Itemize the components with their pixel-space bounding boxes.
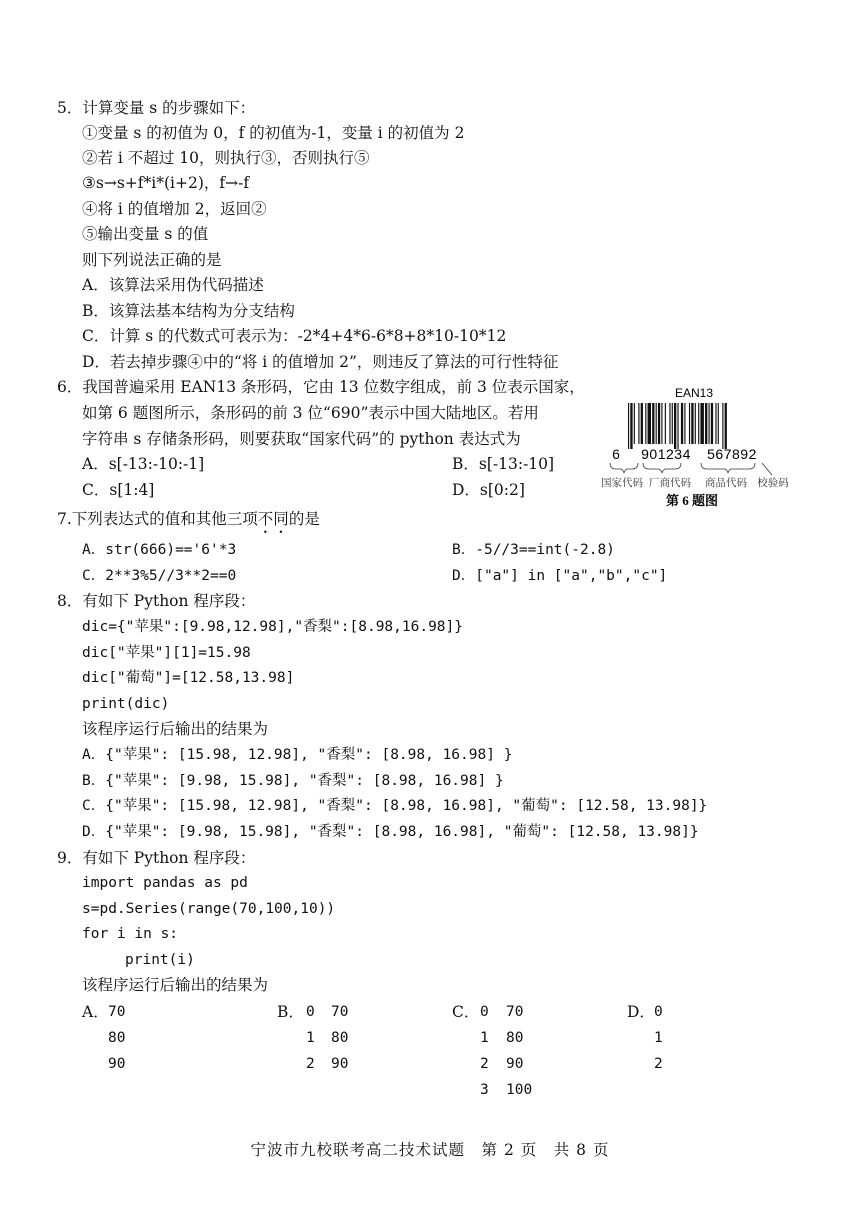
q9-option-b-value: 70 xyxy=(331,1004,349,1020)
barcode-digit-first: 6 xyxy=(612,446,620,462)
q9-stem: 9．有如下 Python 程序段： xyxy=(57,849,256,867)
q6-option-d: D．s[0:2] xyxy=(452,481,525,499)
q9-option-c-value: 80 xyxy=(506,1030,524,1046)
q6-option-a: A．s[-13:-10:-1] xyxy=(82,455,205,473)
barcode-bars xyxy=(628,403,727,449)
q7-option-d: D．["a"] in ["a","b","c"] xyxy=(452,568,668,584)
q5-step-1: ①变量 s 的初值为 0，f 的初值为-1，变量 i 的初值为 2 xyxy=(82,124,465,142)
q9-code-line-4: print(i) xyxy=(125,952,195,968)
q9-code-line-2: s=pd.Series(range(70,100,10)) xyxy=(82,901,336,917)
q6-option-c: C．s[1:4] xyxy=(82,481,155,499)
q8-code-line-1: dic={"苹果":[9.98,12.98],"香梨":[8.98,16.98]} xyxy=(82,619,463,635)
q8-code-line-3: dic["葡萄"]=[12.58,13.98] xyxy=(82,670,295,686)
q9-option-b-index: 2 xyxy=(306,1056,315,1072)
q9-option-c-index: 0 xyxy=(480,1004,489,1020)
barcode-label-product: 商品代码 xyxy=(705,477,747,489)
barcode-digits-group1: 901234 xyxy=(641,446,691,462)
q9-option-d-value: 1 xyxy=(654,1030,663,1046)
q7-emphasis: 不同 xyxy=(257,510,289,528)
q9-option-c-label: C． xyxy=(452,1003,480,1021)
q9-option-c-index: 1 xyxy=(480,1030,489,1046)
q5-option-d: D．若去掉步骤④中的“将 i 的值增加 2”，则违反了算法的可行性特征 xyxy=(82,353,559,371)
q9-option-b-value: 90 xyxy=(331,1056,349,1072)
q5-step-3: ③s→s+f*i*(i+2)，f→-f xyxy=(82,174,250,192)
barcode-label-manufacturer: 厂商代码 xyxy=(649,477,691,489)
page-footer: 宁波市九校联考高二技术试题 第 2 页 共 8 页 xyxy=(250,1141,610,1159)
q9-option-d-value: 0 xyxy=(654,1004,663,1020)
q8-option-b: B．{"苹果": [9.98, 15.98], "香梨": [8.98, 16.98] } xyxy=(82,773,504,789)
q9-option-b-index: 1 xyxy=(306,1030,315,1046)
q8-code-line-4: print(dic) xyxy=(82,696,170,712)
barcode-braces xyxy=(610,463,772,475)
q6-line-2: 如第 6 题图所示，条形码的前 3 位“690”表示中国大陆地区。若用 xyxy=(82,404,539,422)
q5-step-5: ⑤输出变量 s 的值 xyxy=(82,225,209,243)
barcode-label-country: 国家代码 xyxy=(601,477,643,489)
barcode-figure xyxy=(598,383,798,511)
barcode-caption: 第 6 题图 xyxy=(665,493,719,508)
q9-code-line-1: import pandas as pd xyxy=(82,875,248,891)
barcode-label-check: 校验码 xyxy=(757,477,789,489)
q7-option-a: A．str(666)=='6'*3 xyxy=(82,542,237,558)
q5-prompt: 则下列说法正确的是 xyxy=(82,251,222,269)
q9-option-c-index: 3 xyxy=(480,1082,489,1098)
q8-option-c: C．{"苹果": [15.98, 12.98], "香梨": [8.98, 16.98], "葡萄": [12.58, 13.98]} xyxy=(82,798,708,814)
q9-code-line-3: for i in s: xyxy=(82,926,179,942)
q5-step-4: ④将 i 的值增加 2，返回② xyxy=(82,200,267,218)
q8-stem: 8．有如下 Python 程序段： xyxy=(57,592,256,610)
q8-option-a: A．{"苹果": [15.98, 12.98], "香梨": [8.98, 16.98] } xyxy=(82,747,513,763)
q9-option-b-index: 0 xyxy=(306,1004,315,1020)
q7-stem: 7.下列表达式的值和其他三项不同的是 xyxy=(57,510,320,528)
q5-option-c: C．计算 s 的代数式可表示为：-2*4+4*6-6*8+8*10-10*12 xyxy=(82,327,507,345)
q9-option-a-value: 90 xyxy=(108,1056,126,1072)
q5-option-a: A．该算法采用伪代码描述 xyxy=(82,276,264,294)
q8-code-line-2: dic["苹果"][1]=15.98 xyxy=(82,645,251,661)
q9-option-a-value: 70 xyxy=(108,1004,126,1020)
q9-option-a-label: A． xyxy=(82,1003,109,1021)
barcode-title: EAN13 xyxy=(674,386,714,400)
q5-stem: 5．计算变量 s 的步骤如下： xyxy=(57,99,256,117)
q5-option-b: B．该算法基本结构为分支结构 xyxy=(82,302,295,320)
q9-option-c-index: 2 xyxy=(480,1056,489,1072)
q6-option-b: B．s[-13:-10] xyxy=(452,455,555,473)
q9-prompt: 该程序运行后输出的结果为 xyxy=(82,976,269,994)
q9-option-d-label: D． xyxy=(627,1003,655,1021)
q7-option-c: C．2**3%5//3**2==0 xyxy=(82,568,237,584)
q6-line-1: 6．我国普遍采用 EAN13 条形码，它由 13 位数字组成，前 3 位表示国家， xyxy=(57,378,585,396)
q9-option-d-value: 2 xyxy=(654,1056,663,1072)
q9-option-b-label: B． xyxy=(277,1003,304,1021)
q9-option-a-value: 80 xyxy=(108,1030,126,1046)
q8-prompt: 该程序运行后输出的结果为 xyxy=(82,720,269,738)
q9-option-b-value: 80 xyxy=(331,1030,349,1046)
q8-option-d: D．{"苹果": [9.98, 15.98], "香梨": [8.98, 16.98], "葡萄": [12.58, 13.98]} xyxy=(82,824,699,840)
q9-option-c-value: 70 xyxy=(506,1004,524,1020)
q9-option-c-value: 90 xyxy=(506,1056,524,1072)
q5-step-2: ②若 i 不超过 10，则执行③，否则执行⑤ xyxy=(82,149,370,167)
barcode-digits-group2: 567892 xyxy=(707,446,757,462)
q7-option-b: B．-5//3==int(-2.8) xyxy=(452,542,615,558)
q6-line-3: 字符串 s 存储条形码，则要获取“国家代码”的 python 表达式为 xyxy=(82,430,521,448)
q9-option-c-value: 100 xyxy=(506,1082,533,1098)
